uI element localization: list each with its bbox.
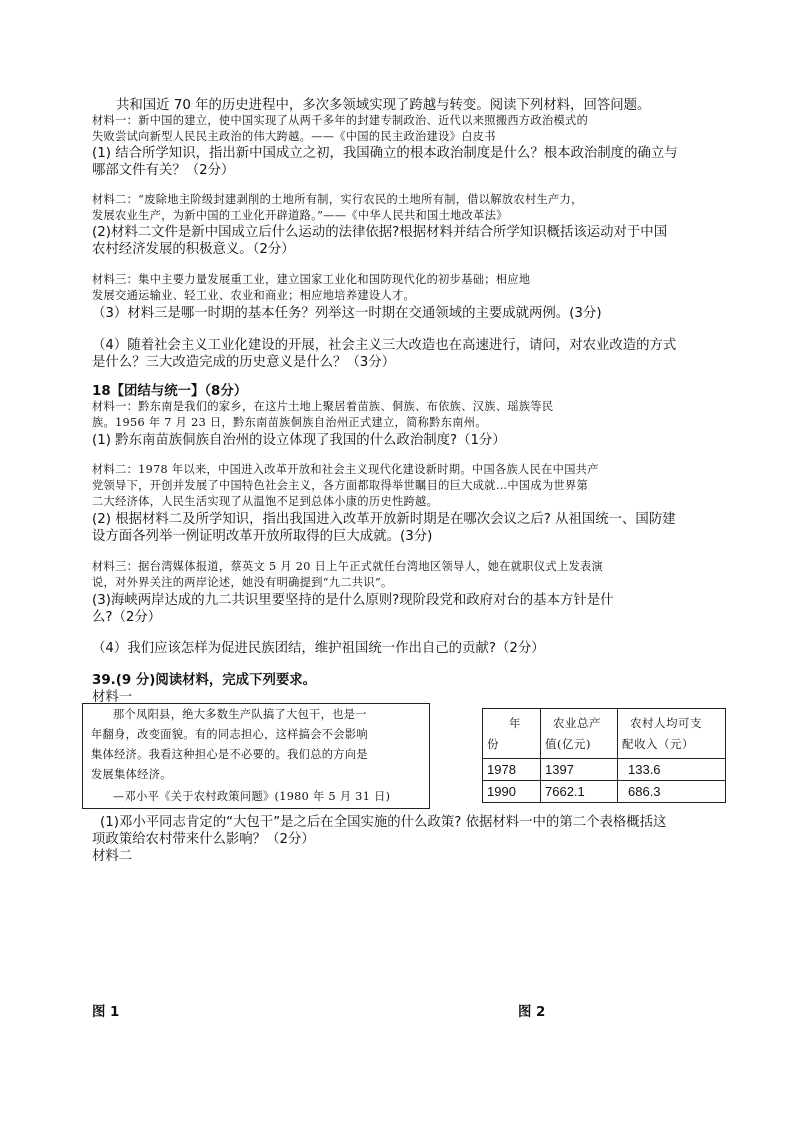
material-2-line-2: 发展农业生产，为新中国的工业化开辟道路。”——《中华人民共和国土地改革法》 [92,209,508,222]
question-1-line-2: 哪部文件有关？（2分） [92,163,235,178]
s18-question-2-line-2: 设方面各列举一例证明改革开放所取得的巨大成就。(3分) [92,529,433,544]
material-3-line-1: 材料三：集中主要力量发展重工业，建立国家工业化和国防现代化的初步基础；相应地 [92,273,531,286]
cell-income: 686.3 [618,781,726,803]
figure-1-label: 图 1 [92,1005,120,1020]
s18-question-3-line-1: (3)海峡两岸达成的九二共识里要坚持的是什么原则?现阶段党和政府对台的基本方针是什 [92,593,614,608]
header-income [618,709,726,759]
cell-income: 133.6 [618,759,726,781]
question-2-line-2: 农村经济发展的积极意义。（2分） [92,242,295,257]
header-income-line-1: 农村人均可支 [630,715,702,730]
quote-line-4: 发展集体经济。 [91,768,172,781]
header-output-line-1: 农业总产 [553,715,601,730]
s18-question-2-line-1: (2) 根据材料二及所学知识，指出我国进入改革开放新时期是在哪次会议之后? 从祖国统一、国防建 [92,512,676,527]
quote-line-2: 年翻身，改变面貌。有的同志担心，这样搞会不会影响 [91,728,368,741]
section-18-title: 18【团结与统一】（8分） [92,384,248,399]
s39-material-2-label: 材料二 [92,849,133,864]
s18-material-2-line-1: 材料二：1978 年以来，中国进入改革开放和社会主义现代化建设新时期。中国各族人民在中国共产 [92,463,599,476]
s18-material-3-line-2: 说，对外界关注的两岸论述，她没有明确提到“九二共识”。 [92,576,393,589]
material-2-line-1: 材料二：“废除地主阶级封建剥削的土地所有制，实行农民的土地所有制，借以解放农村生产力， [92,193,583,206]
question-4-line-2: 是什么？三大改造完成的历史意义是什么？（3分） [92,355,396,370]
quote-line-3: 集体经济。我看这种担心是不必要的。我们总的方向是 [91,748,368,761]
intro-text: 共和国近 70 年的历史进程中，多次多领域实现了跨越与转变。阅读下列材料，回答问题。 [116,98,651,113]
header-year-line-1: 年 [509,715,521,730]
question-3: （3）材料三是哪一时期的基本任务？列举这一时期在交通领域的主要成就两例。(3分) [92,306,602,321]
quote-line-1: 那个凤阳县，绝大多数生产队搞了大包干，也是一 [113,708,367,721]
s39-material-1-label: 材料一 [92,690,133,705]
s18-question-1: (1) 黔东南苗族侗族自治州的设立体现了我国的什么政治制度?（1分） [92,433,506,448]
quote-box [82,703,430,809]
table-row [483,781,726,803]
s18-material-2-line-3: 二大经济体，人民生活实现了从温饱不足到总体小康的历史性跨越。 [92,495,439,508]
header-year [483,709,541,759]
cell-output: 1397 [541,759,618,781]
material-1-line-2: 失败尝试向新型人民民主政治的伟大跨越。——《中国的民主政治建设》白皮书 [92,130,496,143]
quote-source: —邓小平《关于农村政策问题》(1980 年 5 月 31 日) [113,790,391,803]
header-output [541,709,618,759]
s18-material-3-line-1: 材料三：据台湾媒体报道，蔡英文 5 月 20 日上午正式就任台湾地区领导人，她在就职仪式上发表演 [92,560,604,573]
cell-year: 1990 [483,781,541,803]
figure-2-label: 图 2 [518,1005,546,1020]
section-39-title: 39.(9 分)阅读材料，完成下列要求。 [92,673,317,688]
header-year-line-2: 份 [487,736,499,751]
cell-year: 1978 [483,759,541,781]
table-row [483,759,726,781]
material-3-line-2: 发展交通运输业、轻工业、农业和商业；相应地培养建设人才。 [92,289,416,302]
agriculture-data-table [482,708,726,803]
s39-question-1-line-1: (1)邓小平同志肯定的“大包干”是之后在全国实施的什么政策? 依据材料一中的第二个表格概括这 [100,815,667,830]
s18-question-4: （4）我们应该怎样为促进民族团结，维护祖国统一作出自己的贡献?（2分） [92,641,545,656]
s39-question-1-line-2: 项政策给农村带来什么影响？（2分） [92,832,315,847]
cell-output: 7662.1 [541,781,618,803]
material-1-line-1: 材料一：新中国的建立，使中国实现了从两千多年的封建专制政治、近代以来照搬西方政治模式的 [92,114,589,127]
s18-material-1-line-2: 族。1956 年 7 月 23 日，黔东南苗族侗族自治州正式建立，简称黔东南州。 [92,416,487,429]
header-income-line-2: 配收入（元） [622,736,694,751]
header-output-line-2: 值(亿元) [545,736,591,751]
s18-material-1-line-1: 材料一：黔东南是我们的家乡，在这片土地上聚居着苗族、侗族、布依族、汉族、瑶族等民 [92,400,554,413]
table-header-row [483,709,726,759]
s18-material-2-line-2: 党领导下，开创并发展了中国特色社会主义，各方面都取得举世瞩目的巨大成就…中国成为世界第 [92,479,589,492]
s18-question-3-line-2: 么?（2分） [92,610,162,625]
question-2-line-1: (2)材料二文件是新中国成立后什么运动的法律依据?根据材料并结合所学知识概括该运动对于中国 [92,225,668,240]
question-1-line-1: (1) 结合所学知识，指出新中国成立之初，我国确立的根本政治制度是什么？根本政治制度的确立与 [92,146,678,161]
question-4-line-1: （4）随着社会主义工业化建设的开展，社会主义三大改造也在高速进行，请问，对农业改造的方式 [92,338,677,353]
